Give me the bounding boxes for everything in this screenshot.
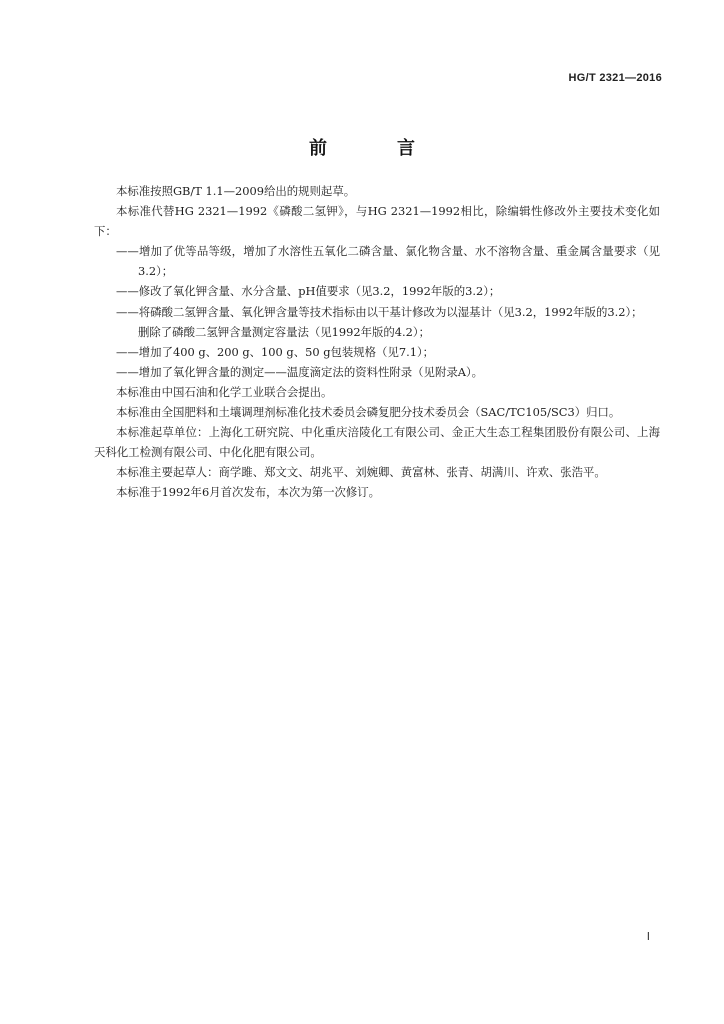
- page-number: I: [646, 930, 650, 943]
- standard-code: HG/T 2321—2016: [568, 72, 662, 84]
- change-item-wet-basis: ——将磷酸二氢钾含量、氧化钾含量等技术指标由以干基计修改为以湿基计（见3.2，1992年版的3.2）；: [116, 304, 643, 319]
- paragraph-under-jurisdiction: 本标准由全国肥料和土壤调理剂标准化技术委员会磷复肥分技术委员会（SAC/TC105/SC3）归口。: [116, 405, 621, 420]
- foreword-body: [94, 181, 660, 503]
- paragraph-drafters: 本标准主要起草人：商学雎、郑文文、胡兆平、刘婉卿、黄富林、张青、胡满川、许欢、张浩平。: [116, 465, 606, 480]
- paragraph-proposed-by: 本标准由中国石油和化学工业联合会提出。: [116, 384, 333, 399]
- paragraph-replacement: 本标准代替HG 2321—1992《磷酸二氢钾》，与HG 2321—1992相比，除编辑性修改外主要技术变化如下：: [94, 204, 660, 239]
- change-item-packaging: ——增加了400 g、200 g、100 g、50 g包装规格（见7.1）；: [116, 344, 435, 359]
- paragraph-drafting-units: 本标准起草单位：上海化工研究院、中化重庆涪陵化工有限公司、金正大生态工程集团股份有限公司、上海天科化工检测有限公司、中化化肥有限公司。: [94, 425, 660, 460]
- page-title: 前 言: [309, 138, 441, 159]
- change-item-annex: ——增加了氧化钾含量的测定——温度滴定法的资料性附录（见附录A）。: [116, 364, 484, 379]
- paragraph-release-history: 本标准于1992年6月首次发布，本次为第一次修订。: [116, 485, 381, 500]
- change-item-grade: ——增加了优等品等级，增加了水溶性五氧化二磷含量、氯化物含量、水不溶物含量、重金属含量要求（见3.2）；: [116, 244, 660, 279]
- paragraph-drafting-rules: 本标准按照GB/T 1.1—2009给出的规则起草。: [116, 184, 356, 198]
- change-item-potassium-oxide: ——修改了氧化钾含量、水分含量、pH值要求（见3.2，1992年版的3.2）；: [116, 284, 501, 299]
- change-item-deleted-method: 删除了磷酸二氢钾含量测定容量法（见1992年版的4.2）；: [138, 324, 430, 339]
